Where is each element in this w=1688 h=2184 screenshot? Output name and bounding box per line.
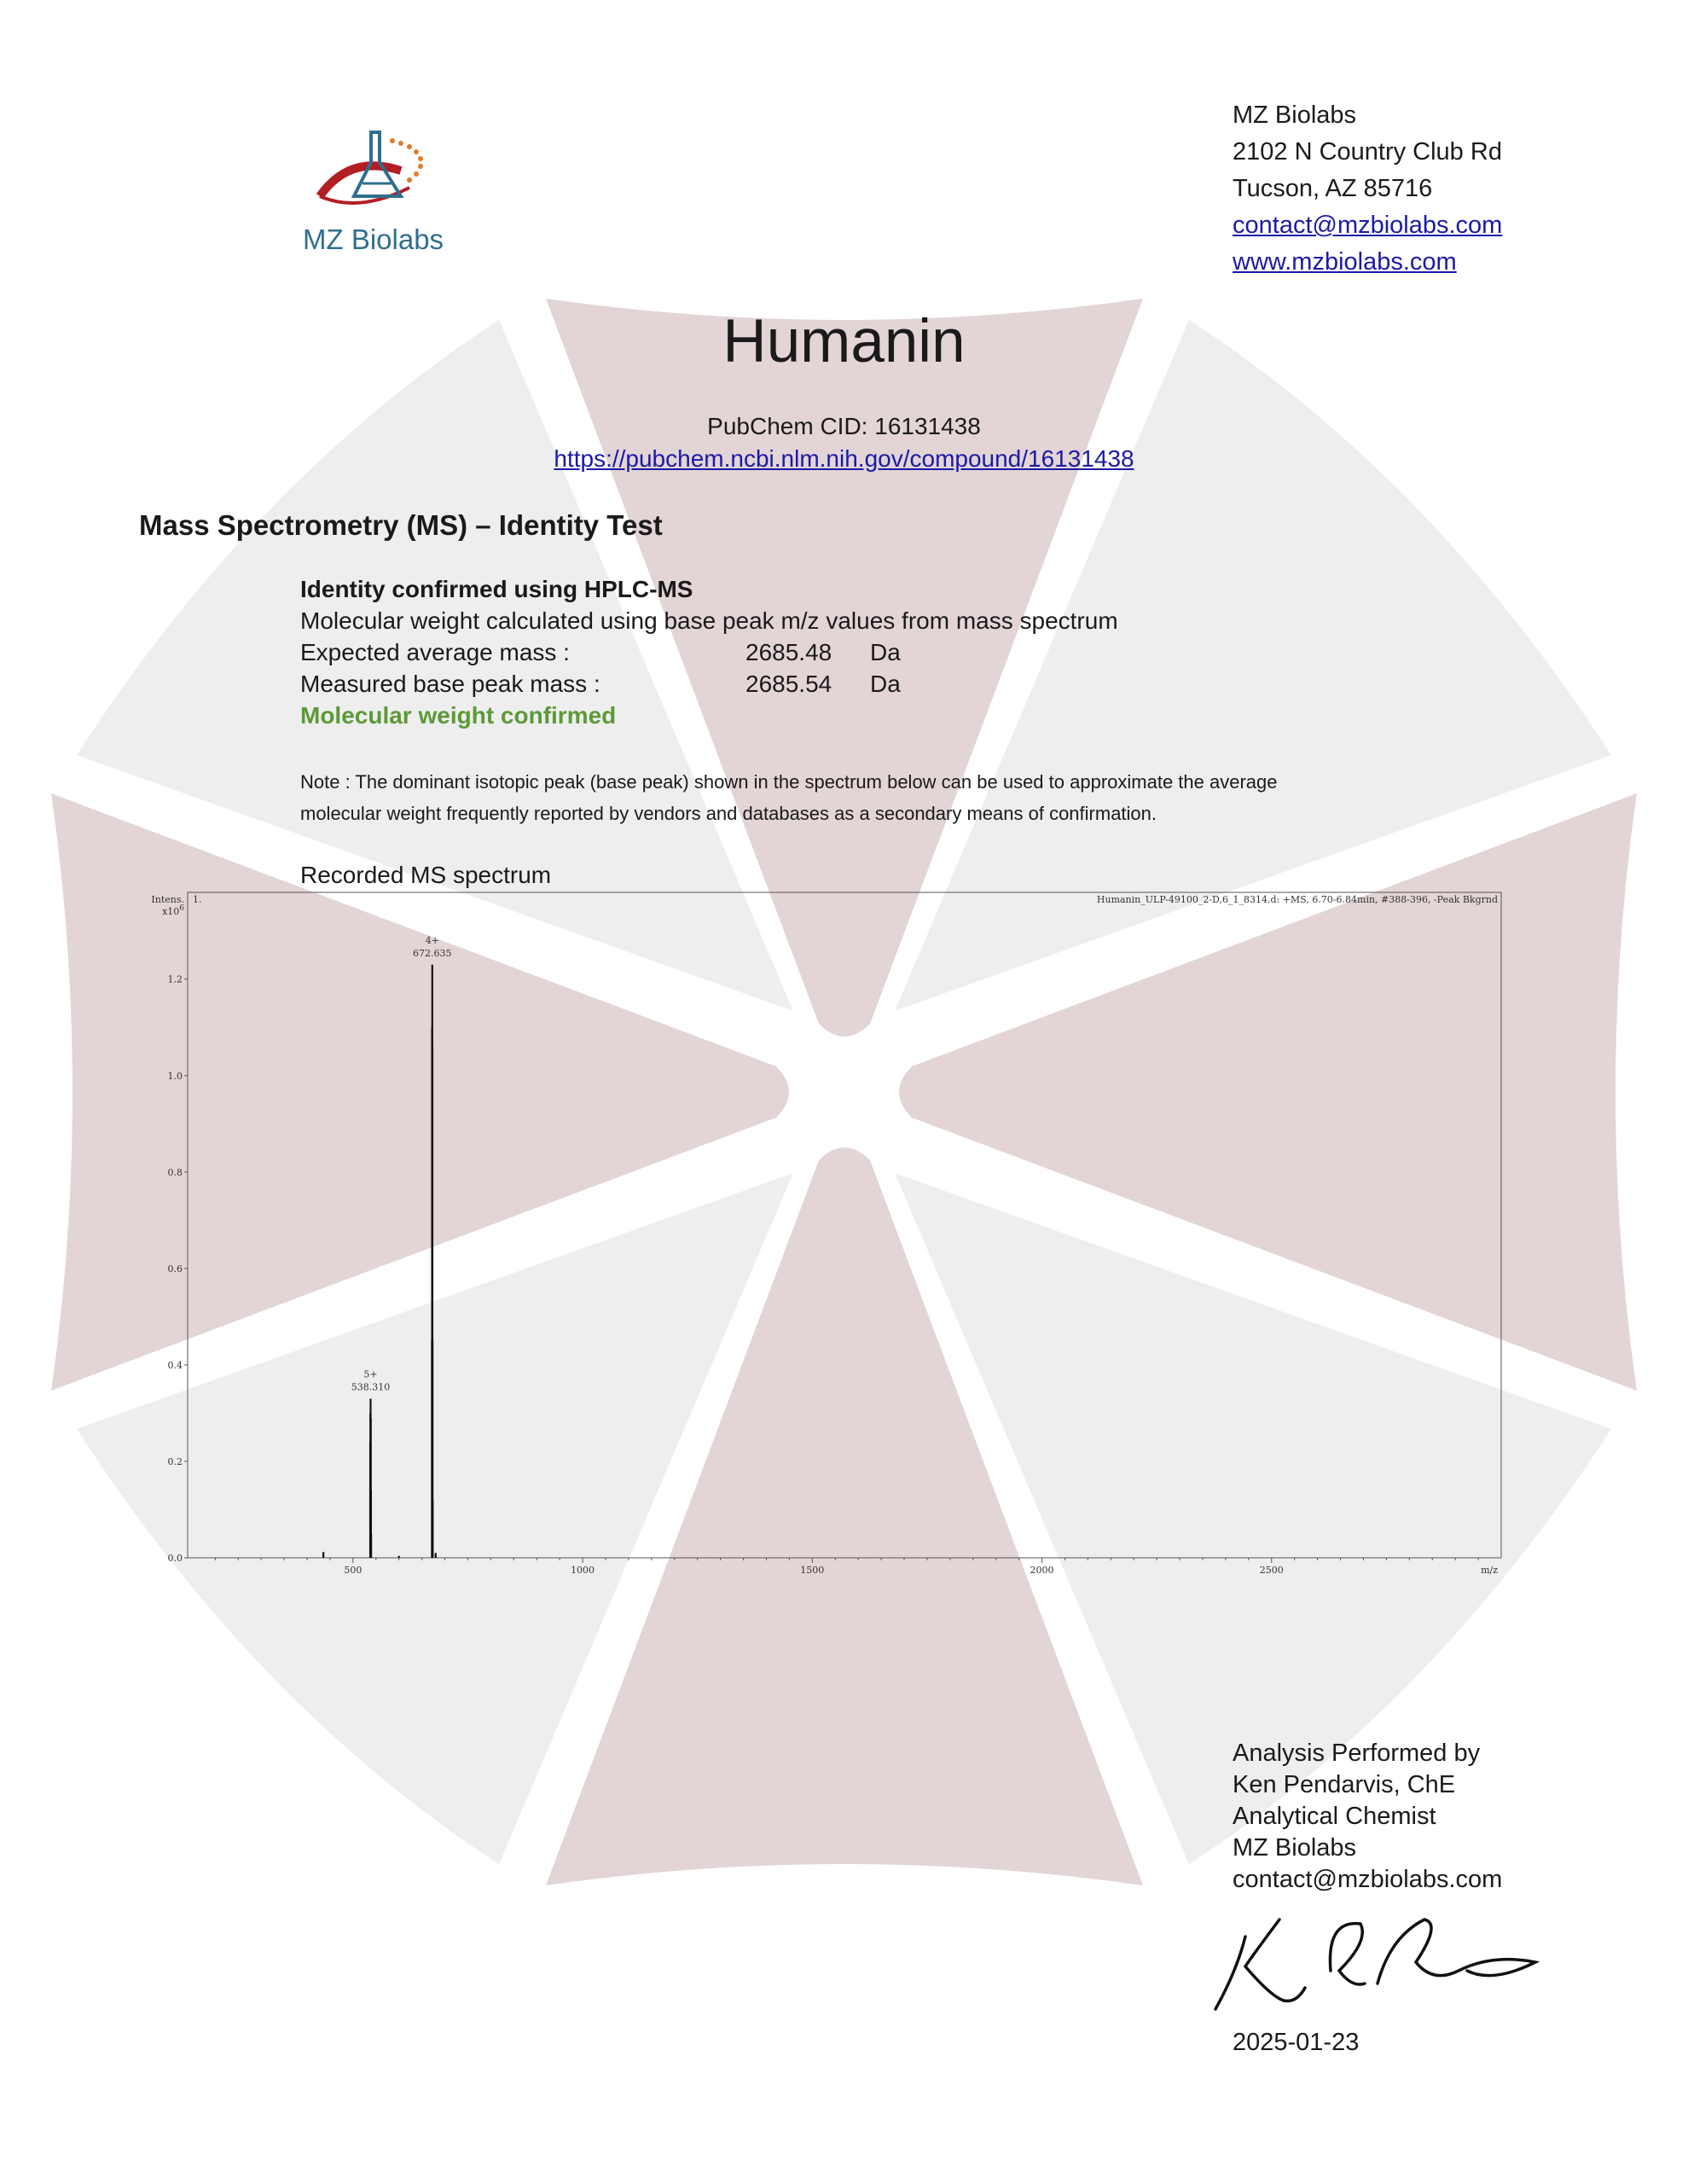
- x-tick-label: 1000: [571, 1565, 595, 1576]
- analyst-company: MZ Biolabs: [1233, 1834, 1357, 1862]
- compound-title: Humanin: [722, 308, 966, 375]
- company-address: [1233, 97, 1502, 281]
- note-line-1: Note : The dominant isotopic peak (base peak) shown in the spectrum below can be used to approximate the average: [300, 771, 1278, 793]
- signature-date: 2025-01-23: [1233, 2029, 1360, 2056]
- peak-mz-label: 538.310: [351, 1381, 391, 1393]
- section-title: Mass Spectrometry (MS) – Identity Test: [139, 509, 663, 541]
- x-tick-label: 1500: [800, 1565, 825, 1576]
- measured-mass-value: 2685.54: [745, 671, 832, 697]
- y-tick-label: 1.0: [167, 1070, 183, 1082]
- measured-mass-unit: Da: [870, 671, 901, 697]
- x-tick-label: 2000: [1030, 1565, 1054, 1576]
- panel-label: 1.: [193, 894, 202, 905]
- y-tick-label: 0.6: [167, 1263, 183, 1275]
- y-tick-label: 0.0: [167, 1553, 183, 1564]
- identity-heading: Identity confirmed using HPLC-MS: [300, 576, 693, 602]
- pubchem-cid: PubChem CID: 16131438: [707, 413, 981, 439]
- company-logo: [299, 128, 469, 264]
- identity-method: Molecular weight calculated using base peak m/z values from mass spectrum: [300, 607, 1118, 634]
- plot-frame: [188, 892, 1501, 1558]
- street-address: 2102 N Country Club Rd: [1233, 138, 1502, 166]
- company-name: MZ Biolabs: [1233, 102, 1357, 129]
- y-axis-unit: $x10^6$: [162, 904, 184, 917]
- analyst-name: Ken Pendarvis, ChE: [1233, 1771, 1456, 1798]
- analyst-block: [1233, 1738, 1502, 1896]
- measured-mass-row: [300, 668, 1409, 700]
- result-confirmed: Molecular weight confirmed: [300, 702, 617, 729]
- y-tick-label: 1.2: [167, 973, 183, 985]
- city-state-zip: Tucson, AZ 85716: [1233, 175, 1433, 202]
- analyst-title: Analytical Chemist: [1233, 1803, 1436, 1830]
- expected-mass-value: 2685.48: [745, 639, 832, 665]
- signature-image: [1211, 1902, 1552, 2022]
- note-line-2: molecular weight frequently reported by vendors and databases as a secondary means of confirmation.: [300, 803, 1157, 824]
- y-tick-label: 0.8: [167, 1166, 183, 1178]
- x-axis-label: m/z: [1481, 1565, 1498, 1576]
- note-block: [300, 766, 1278, 829]
- x-tick-label: 500: [344, 1565, 363, 1576]
- peak-charge-label: 4+: [425, 934, 439, 946]
- email-link[interactable]: contact@mzbiolabs.com: [1233, 212, 1503, 239]
- measured-mass-label: Measured base peak mass :: [300, 671, 600, 697]
- website-link[interactable]: www.mzbiolabs.com: [1233, 248, 1457, 276]
- peak-charge-label: 5+: [363, 1368, 378, 1380]
- x-tick-label: 2500: [1259, 1565, 1284, 1576]
- spectrum-header: Humanin_ULP-49100_2-D,6_1_8314.d: +MS, 6.70-6.84min, #388-396, -Peak Bkgrnd: [1096, 894, 1498, 905]
- y-axis-label: Intens.: [151, 894, 184, 905]
- pubchem-info: [0, 410, 1688, 475]
- flask-logo-icon: [299, 128, 469, 230]
- analyst-email: contact@mzbiolabs.com: [1233, 1866, 1503, 1893]
- y-tick-label: 0.4: [167, 1359, 183, 1371]
- spectrum-title: Recorded MS spectrum: [300, 862, 552, 888]
- analyst-line-1: Analysis Performed by: [1233, 1740, 1481, 1767]
- peak-mz-label: 672.635: [413, 947, 452, 959]
- logo-text: MZ Biolabs: [303, 224, 444, 255]
- pubchem-link[interactable]: https://pubchem.ncbi.nlm.nih.gov/compound/16131438: [554, 445, 1134, 472]
- ms-spectrum-chart: [141, 879, 1510, 1576]
- expected-mass-row: [300, 636, 1409, 668]
- identity-block: [300, 573, 1409, 731]
- expected-mass-label: Expected average mass :: [300, 639, 570, 665]
- expected-mass-unit: Da: [870, 639, 901, 665]
- y-tick-label: 0.2: [167, 1455, 183, 1467]
